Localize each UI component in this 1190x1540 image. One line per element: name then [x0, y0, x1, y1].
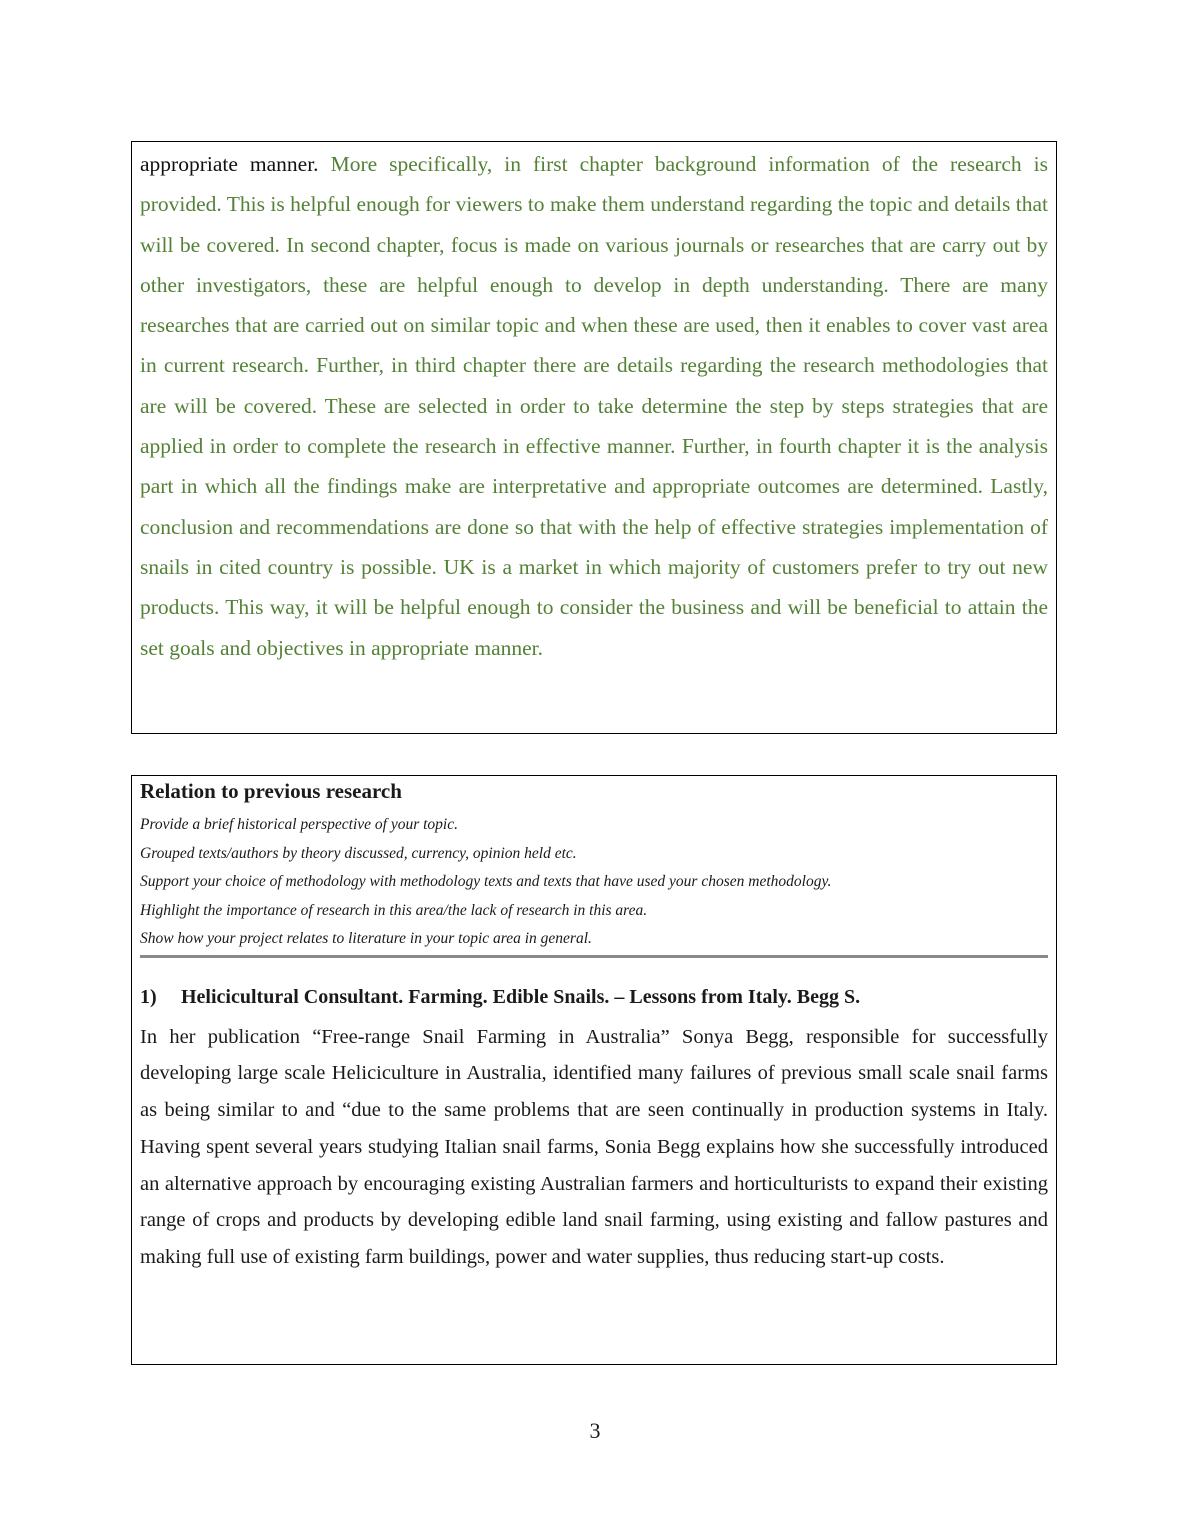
source-summary: In her publication “Free-range Snail Farming in Australia” Sonya Begg, responsible for successfully developing large scale Heliciculture in Australia, identified many failures of previous small scale snail farms as being similar to and “due to the same problems that are seen continually in production systems in Italy. Having spent several years studying Italian snail farms, Sonia Begg explains how she successfully introduced an alternative approach by encouraging existing Australian farmers and horticulturists to expand their existing range of crops and products by developing edible land snail farming, using existing and fallow pastures and making full use of existing farm buildings, power and water supplies, thus reducing start-up costs. [140, 1025, 1048, 1269]
lead-text: appropriate manner. [140, 152, 319, 176]
introduction-paragraph [140, 144, 1048, 668]
horizontal-divider [140, 955, 1048, 958]
guideline-item: Provide a brief historical perspective of your topic. [140, 816, 458, 833]
source-title-text: Helicicultural Consultant. Farming. Edible Snails. – Lessons from Italy. Begg S. [181, 985, 861, 1008]
previous-research-box [131, 775, 1057, 1365]
page-number: 3 [589, 1418, 601, 1443]
introduction-text-box [131, 141, 1057, 734]
guideline-item: Highlight the importance of research in this area/the lack of research in this area. [140, 901, 648, 919]
chapter-overview-text: More specifically, in first chapter background information of the research is provided. This is helpful enough for viewers to make them understand regarding the topic and details that will be covered. In second chapter, focus is made on various journals or researches that are carry out by other investigators, these are helpful enough to develop in depth understanding. There are many researches that are carried out on similar topic and when these are used, then it enables to cover vast area in current research. Further, in third chapter there are details regarding the research methodologies that are will be covered. These are selected in order to take determine the step by steps strategies that are applied in order to complete the research in effective manner. Further, in fourth chapter it is the analysis part in which all the findings make are interpretative and appropriate outcomes are determined. Lastly, conclusion and recommendations are done so that with the help of effective strategies implementation of snails in cited country is possible. UK is a market in which majority of customers prefer to try out new products. This way, it will be helpful enough to consider the business and will be beneficial to attain the set goals and objectives in appropriate manner. [140, 152, 1048, 660]
guideline-item: Show how your project relates to literature in your topic area in general. [140, 930, 592, 947]
section-heading: Relation to previous research [140, 779, 402, 803]
guideline-item: Support your choice of methodology with methodology texts and texts that have used your chosen methodology. [140, 873, 832, 890]
source-title [140, 984, 1048, 1010]
guideline-list [140, 811, 1048, 954]
guideline-item: Grouped texts/authors by theory discussed, currency, opinion held etc. [140, 844, 577, 862]
source-number: 1) [140, 985, 157, 1008]
